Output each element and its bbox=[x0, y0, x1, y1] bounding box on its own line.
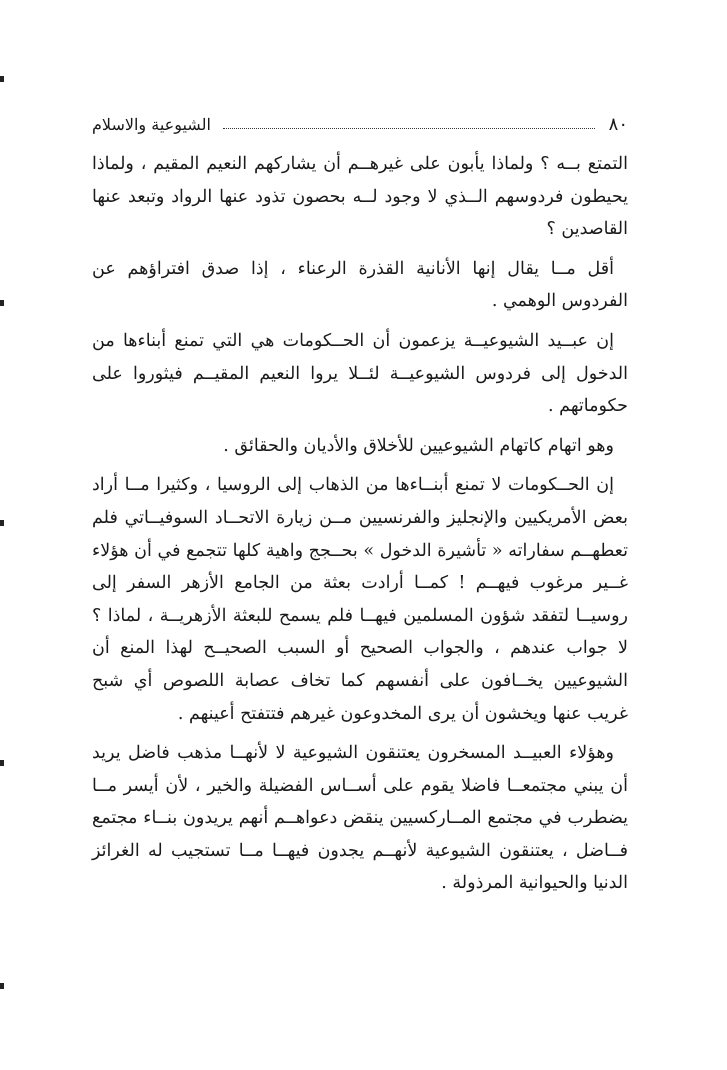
scan-edge-mark bbox=[0, 520, 4, 526]
scan-edge-mark bbox=[0, 300, 4, 306]
scan-edge-mark bbox=[0, 760, 4, 766]
running-title: الشيوعية والاسلام bbox=[92, 114, 211, 134]
paragraph: التمتع بــه ؟ ولماذا يأبون على غيرهــم أن يشاركهم النعيم المقيم ، ولماذا يحيطون فردوسهم الــذي لا وجود لــه بحصون تذود عنها الرواد وتبعد عنها القاصدين ؟ bbox=[92, 154, 628, 240]
paragraph: وهؤلاء العبيــد المسخرون يعتنقون الشيوعية لا لأنهــا مذهب فاضل يريد أن يبني مجتمعــا فاضلا يقوم على أســاس الفضيلة والخير ، لأن أيسر مــا يضطرب في مجتمع المــاركسيين ينقض دعواهــم أنهم يريدون بنــاء مجتمع فــاضل ، يعتنقون الشيوعية لأنهــم يجدون فيهــا مــا تستجيب له الغرائز الدنيا والحيوانية المرذولة . bbox=[92, 743, 628, 894]
scan-edge-mark bbox=[0, 983, 4, 989]
paragraph: أقل مــا يقال إنها الأنانية القذرة الرعناء ، إذا صدق افتراؤهم عن الفردوس الوهمي . bbox=[92, 258, 628, 312]
body-text bbox=[92, 148, 628, 907]
paragraph: إن الحــكومات لا تمنع أبنــاءها من الذهاب إلى الروسيا ، وكثيرا مــا أراد بعض الأمريكيين والإنجليز والفرنسيين مــن زيارة الاتحــاد السوفيــاتي فلم تعطهــم سفاراته « تأشيرة الدخول » بحــجج واهية كلها تتجمع في أن هؤلاء غــير مرغوب فيهــم ! كمــا أرادت بعثة من الجامع الأزهر السفر إلى روسيــا لتفقد شؤون المسلمين فيهــا فلم يسمح للبعثة الأزهريــة ، لماذا ؟ لا جواب عندهم ، والجواب الصحيح أو السبب الصحيــح لهذا المنع أن الشيوعيين يخــافون على أنفسهم كما تخاف عصابة اللصوص أي شبح غريب عنها ويخشون أن يرى المخدوعون غيرهم فتتفتح أعينهم . bbox=[92, 475, 628, 724]
scan-edge-mark bbox=[0, 76, 4, 82]
page-header bbox=[92, 111, 628, 137]
paragraph: وهو اتهام كاتهام الشيوعيين للأخلاق والأديان والحقائق . bbox=[223, 435, 614, 456]
header-leader-dots bbox=[223, 128, 595, 129]
page-number: ٨٠ bbox=[608, 113, 628, 135]
paragraph: إن عبــيد الشيوعيــة يزعمون أن الحــكومات هي التي تمنع أبناءها من الدخول إلى فردوس الشيوعيــة لئــلا يروا النعيم المقيــم فيثوروا على حكوماتهم . bbox=[92, 330, 628, 417]
